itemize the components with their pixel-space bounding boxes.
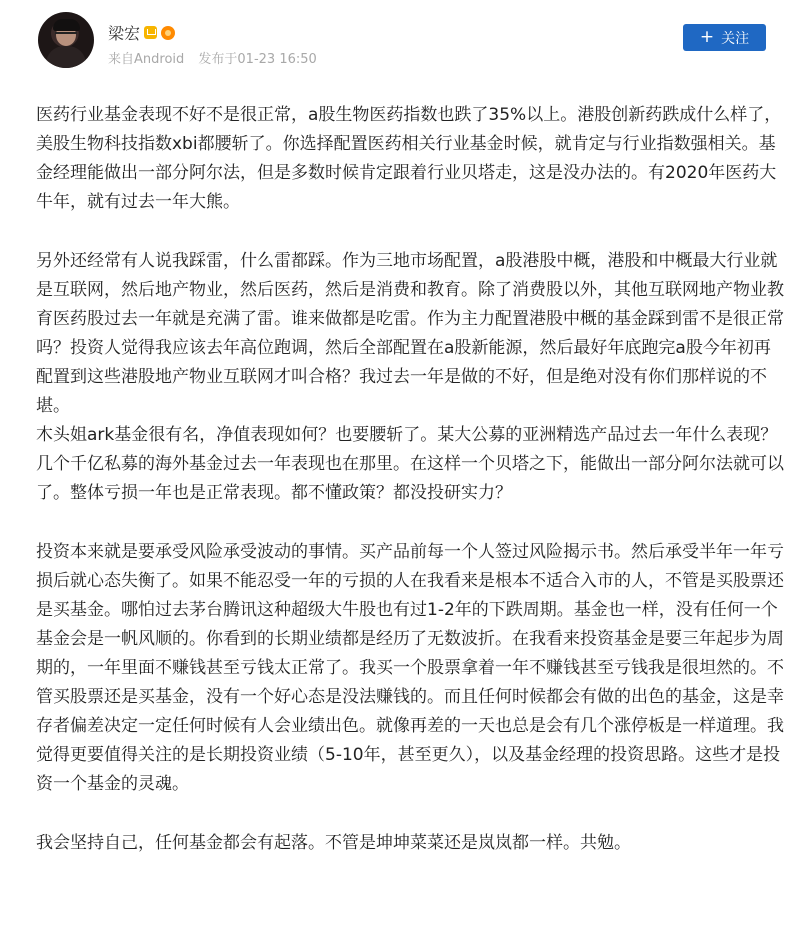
verified-badge-icon xyxy=(144,26,157,39)
avatar-body xyxy=(46,46,86,68)
post-paragraph-4: 投资本来就是要承受风险承受波动的事情。买产品前每一个人签过风险揭示书。然后承受半年一年亏损后就心态失衡了。如果不能忍受一年的亏损的人在我看来是根本不适合入市的人，不管是买股票还是买基金。哪怕过去茅台腾讯这种超级大牛股也有过1-2年的下跌周期。基金也一样，没有任何一个基金会是一帆风顺的。你看到的长期业绩都是经历了无数波折。在我看来投资基金是要三年起步为周期的，一年里面不赚钱甚至亏钱太正常了。我买一个股票拿着一年不赚钱甚至亏钱我是很坦然的。不管买股票还是买基金，没有一个好心态是没法赚钱的。而且任何时候都会有做的出色的基金，这是幸存者偏差决定一定任何时候有人会业绩出色。就像再差的一天也总是会有几个涨停板是一样道理。我觉得更要值得关注的是长期投资业绩（5-10年，甚至更久），以及基金经理的投资思路。这些才是投资一个基金的灵魂。 xyxy=(36,542,784,794)
post-paragraph-3: 木头姐ark基金很有名，净值表现如何？也要腰斩了。某大公募的亚洲精选产品过去一年什么表现？几个千亿私募的海外基金过去一年表现也在那里。在这样一个贝塔之下，能做出一部分阿尔法就可以了。整体亏损一年也是正常表现。都不懂政策？都没投研实力？ xyxy=(36,425,784,503)
avatar-hair xyxy=(53,19,80,31)
author-name[interactable]: 梁宏 xyxy=(108,24,141,43)
avatar-glasses xyxy=(55,32,77,39)
post-time: 发布于01-23 16:50 xyxy=(198,52,317,67)
follow-label: 关注 xyxy=(721,30,750,47)
post-meta xyxy=(108,48,317,67)
post-paragraph-2: 另外还经常有人说我踩雷，什么雷都踩。作为三地市场配置，a股港股中概，港股和中概最大行业就是互联网，然后地产物业，然后医药，然后是消费和教育。除了消费股以外，其他互联网地产物业教育医药股过去一年就是充满了雷。谁来做都是吃雷。作为主力配置港股中概的基金踩到雷不是很正常吗？投资人觉得我应该去年高位跑调，然后全部配置在a股新能源，然后最好年底跑完a股今年初再配置到这些港股地产物业互联网才叫合格？我过去一年是做的不好，但是绝对没有你们那样说的不堪。 xyxy=(36,251,784,416)
level-badge-icon xyxy=(161,26,175,40)
plus-icon: + xyxy=(699,26,715,47)
post-paragraph-1: 医药行业基金表现不好不是很正常，a股生物医药指数也跌了35%以上。港股创新药跌成什么样了，美股生物科技指数xbi都腰斩了。你选择配置医药相关行业基金时候，就肯定与行业指数强相关。基金经理能做出一部分阿尔法，但是多数时候肯定跟着行业贝塔走，这是没办法的。有2020年医药大牛年，就有过去一年大熊。 xyxy=(36,105,782,212)
author-row xyxy=(108,21,175,44)
post-body xyxy=(36,101,784,858)
post-header xyxy=(0,0,800,82)
post-source: 来自Android xyxy=(108,52,185,67)
follow-button[interactable] xyxy=(683,24,766,51)
post-paragraph-5: 我会坚持自己，任何基金都会有起落。不管是坤坤菜菜还是岚岚都一样。共勉。 xyxy=(36,833,631,853)
avatar[interactable] xyxy=(38,12,94,68)
